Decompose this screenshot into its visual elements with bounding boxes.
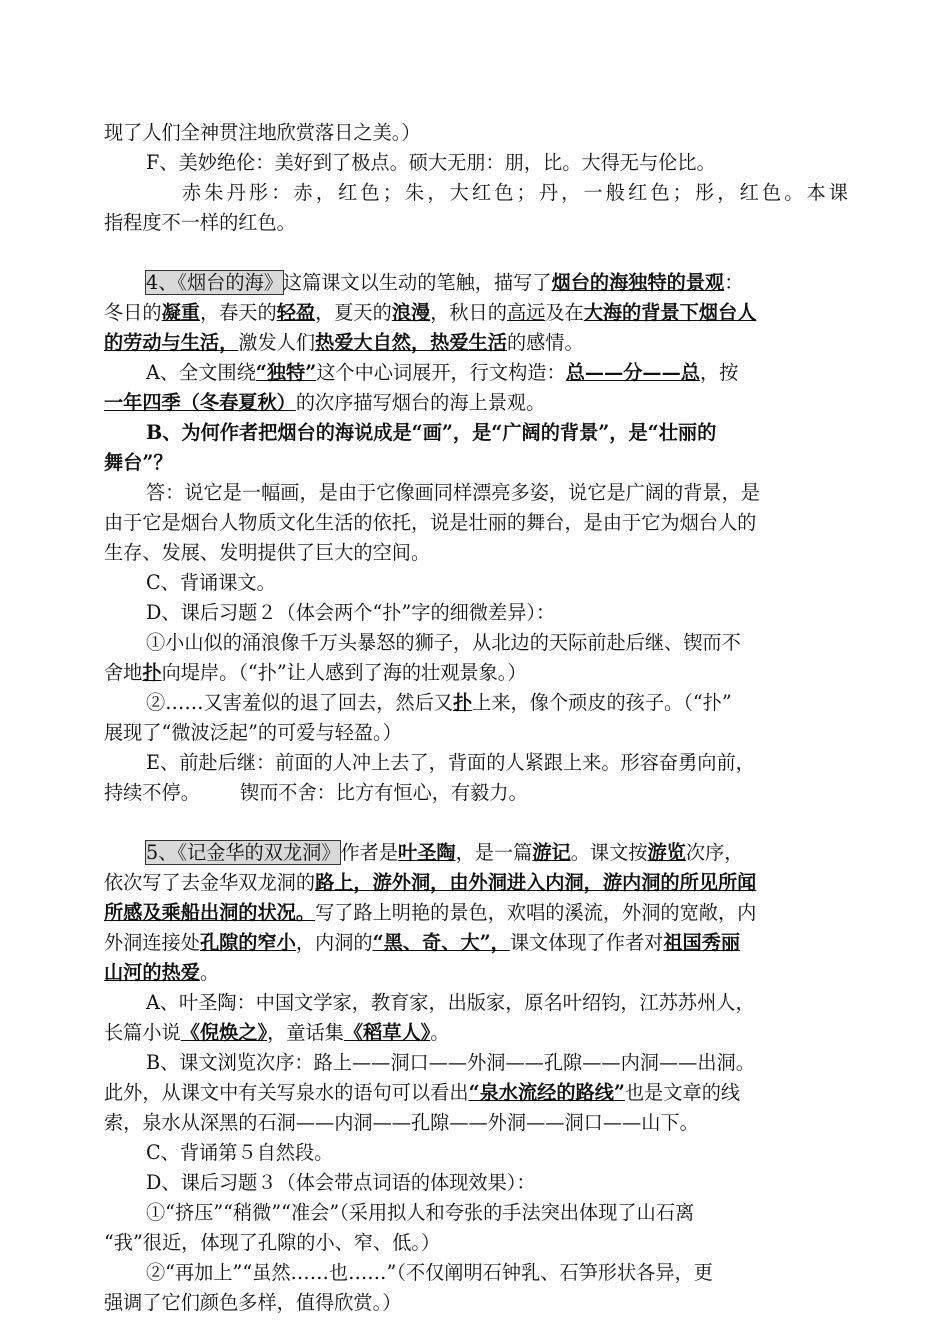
document-page xyxy=(104,118,848,1318)
text-line: 山河的热爱。 xyxy=(104,961,220,984)
text-line: 冬日的凝重，春天的轻盈，夏天的浪漫，秋日的高远及在大海的背景下烟台人 xyxy=(104,301,757,324)
text-line: C、背诵课文。 xyxy=(146,571,276,594)
question-line: 舞台”？ xyxy=(104,451,173,474)
section-5-heading-line: 5、《记金华的双龙洞》作者是叶圣陶，是一篇游记。课文按游览次序， xyxy=(146,841,744,864)
text-line: 外洞连接处孔隙的窄小，内洞的“黑、奇、大”，课文体现了作者对祖国秀丽 xyxy=(104,931,741,954)
text-line: A、全文围绕“独特”这个中心词展开，行文构造：总——分——总，按 xyxy=(146,361,739,384)
text-line: 现了人们全神贯注地欣赏落日之美。） xyxy=(104,121,421,144)
text-line: ②……又害羞似的退了回去，然后又扑上来，像个顽皮的孩子。（“扑” xyxy=(146,691,732,714)
text-line: 一年四季（冬春夏秋）的次序描写烟台的海上景观。 xyxy=(104,391,546,414)
text-line: 舍地扑向堤岸。（“扑”让人感到了海的壮观景象。） xyxy=(104,661,527,684)
text-line: 答：说它是一幅画，是由于它像画同样漂亮多姿，说它是广阔的背景，是 xyxy=(146,481,760,504)
text-line: 强调了它们颜色多样，值得欣赏。） xyxy=(104,1291,402,1314)
section-4-heading-line: 4、《烟台的海》这篇课文以生动的笔触，描写了烟台的海独特的景观： xyxy=(146,271,744,294)
text-line: 赤朱丹彤：赤，红色；朱，大红色；丹，一般红色；彤，红色。本课 xyxy=(182,181,848,204)
text-line: 长篇小说《倪焕之》，童话集《稻草人》。 xyxy=(104,1021,450,1044)
lesson-title-tag: 4、《烟台的海》 xyxy=(146,271,283,294)
text-line: A、叶圣陶：中国文学家，教育家，出版家，原名叶绍钧，江苏苏州人， xyxy=(146,991,755,1014)
text-line: 由于它是烟台人物质文化生活的依托，说是壮丽的舞台，是由于它为烟台人的 xyxy=(104,511,757,534)
text-line: D、课后习题２（体会两个“扑”字的细微差异）： xyxy=(146,601,556,624)
text-line: E、前赴后继：前面的人冲上去了，背面的人紧跟上来。形容奋勇向前， xyxy=(146,751,755,774)
text-line: 索，泉水从深黑的石洞——内洞——孔隙——外洞——洞口——山下。 xyxy=(104,1111,699,1134)
text-line: 展现了“微波泛起”的可爱与轻盈。） xyxy=(104,721,402,744)
text-line: ①“挤压”“稍微”“准会”（采用拟人和夸张的手法突出体现了山石离 xyxy=(146,1201,695,1224)
text-line: C、背诵第５自然段。 xyxy=(146,1141,334,1164)
text-line: ②“再加上”“虽然……也……”（不仅阐明石钟乳、石笋形状各异，更 xyxy=(146,1261,713,1284)
text-line: B、课文浏览次序：路上——洞口——外洞——孔隙——内洞——出洞。 xyxy=(146,1051,755,1074)
text-line: ①小山似的涌浪像千万头暴怒的狮子，从北边的天际前赴后继、锲而不 xyxy=(146,631,741,654)
lesson-title-tag: 5、《记金华的双龙洞》 xyxy=(146,841,341,864)
text-line: 指程度不一样的红色。 xyxy=(104,211,296,234)
text-line: D、课后习题３（体会带点词语的体现效果）： xyxy=(146,1171,536,1194)
text-line: 此外，从课文中有关写泉水的语句可以看出“泉水流经的路线”也是文章的线 xyxy=(104,1081,741,1104)
text-line: F、美妙绝伦：美好到了极点。硕大无朋：朋，比。大得无与伦比。 xyxy=(146,151,716,174)
text-line: 所感及乘船出洞的状况。写了路上明艳的景色，欢唱的溪流，外洞的宽敞，内 xyxy=(104,901,757,924)
text-line: 持续不停。 锲而不舍：比方有恒心，有毅力。 xyxy=(104,781,528,804)
question-line: B、为何作者把烟台的海说成是“画”，是“广阔的背景”，是“壮丽的 xyxy=(146,421,717,444)
text-line: “我”很近，体现了孔隙的小、窄、低。） xyxy=(104,1231,441,1254)
text-line: 的劳动与生活，激发人们热爱大自然，热爱生活的感情。 xyxy=(104,331,584,354)
text-line: 依次写了去金华双龙洞的路上，游外洞，由外洞进入内洞，游内洞的所见所闻 xyxy=(104,871,757,894)
text-line: 生存、发展、发明提供了巨大的空间。 xyxy=(104,541,431,564)
